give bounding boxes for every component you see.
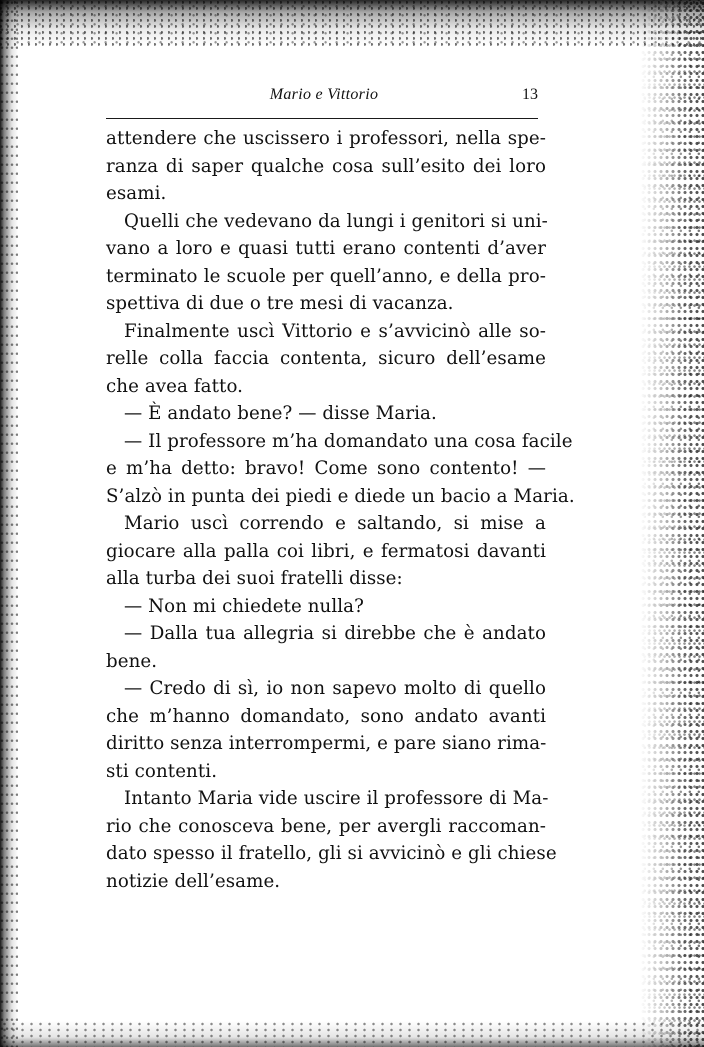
- header-rule: [106, 118, 538, 119]
- text-line: ranza di saper qualche cosa sull’esito dei loro: [106, 155, 546, 177]
- page-header: [106, 84, 542, 112]
- text-line: — Dalla tua allegria si direbbe che è andato: [124, 623, 546, 644]
- scan-edge-left: [0, 0, 18, 1047]
- text-line: terminato le scuole per quell’anno, e della pro-: [106, 265, 546, 287]
- text-line: S’alzò in punta dei piedi e diede un bacio a Maria.: [106, 485, 575, 507]
- text-line: Quelli che vedevano da lungi i genitori si uni-: [124, 210, 548, 232]
- text-line: — Il professore m’ha domandato una cosa facile: [124, 430, 573, 452]
- scan-edge-right: [640, 0, 704, 1047]
- page-number: 13: [522, 86, 538, 103]
- running-title: Mario e Vittorio: [269, 86, 379, 103]
- text-line: giocare alla palla coi libri, e fermatosi davanti: [106, 540, 546, 562]
- text-line: attendere che uscissero i professori, nella spe-: [106, 128, 546, 149]
- text-line: alla turba dei suoi fratelli disse:: [106, 568, 403, 589]
- text-line: sti contenti.: [106, 760, 218, 782]
- text-line: — È andato bene? — disse Maria.: [124, 403, 437, 424]
- text-line: Finalmente uscì Vittorio e s’avvicinò alle so-: [124, 320, 546, 342]
- text-line: che avea fatto.: [106, 375, 244, 397]
- text-line: esami.: [106, 183, 167, 204]
- text-line: bene.: [106, 650, 158, 672]
- text-line: spettiva di due o tre mesi di vacanza.: [106, 293, 454, 314]
- text-line: — Non mi chiedete nulla?: [124, 595, 364, 617]
- text-line: relle colla faccia contenta, sicuro dell’esame: [106, 348, 546, 369]
- text-line: Intanto Maria vide uscire il professore di Ma-: [124, 788, 549, 809]
- text-line: rio che conosceva bene, per avergli raccoman-: [106, 815, 546, 837]
- text-line: dato spesso il fratello, gli si avvicinò e gli chiese: [106, 843, 557, 864]
- scan-edge-bottom: [0, 1021, 704, 1047]
- text-line: Mario uscì correndo e saltando, si mise a: [124, 513, 546, 534]
- scan-edge-top: [0, 0, 704, 46]
- text-line: notizie dell’esame.: [106, 870, 281, 892]
- text-line: che m’hanno domandato, sono andato avanti: [106, 705, 546, 727]
- text-line: diritto senza interrompermi, e pare siano rima-: [106, 733, 547, 754]
- text-line: e m’ha detto: bravo! Come sono contento! —: [106, 458, 546, 479]
- text-line: — Credo di sì, io non sapevo molto di quello: [124, 678, 546, 699]
- text-line: vano a loro e quasi tutti erano contenti d’aver: [106, 238, 546, 259]
- body-text: [106, 125, 575, 895]
